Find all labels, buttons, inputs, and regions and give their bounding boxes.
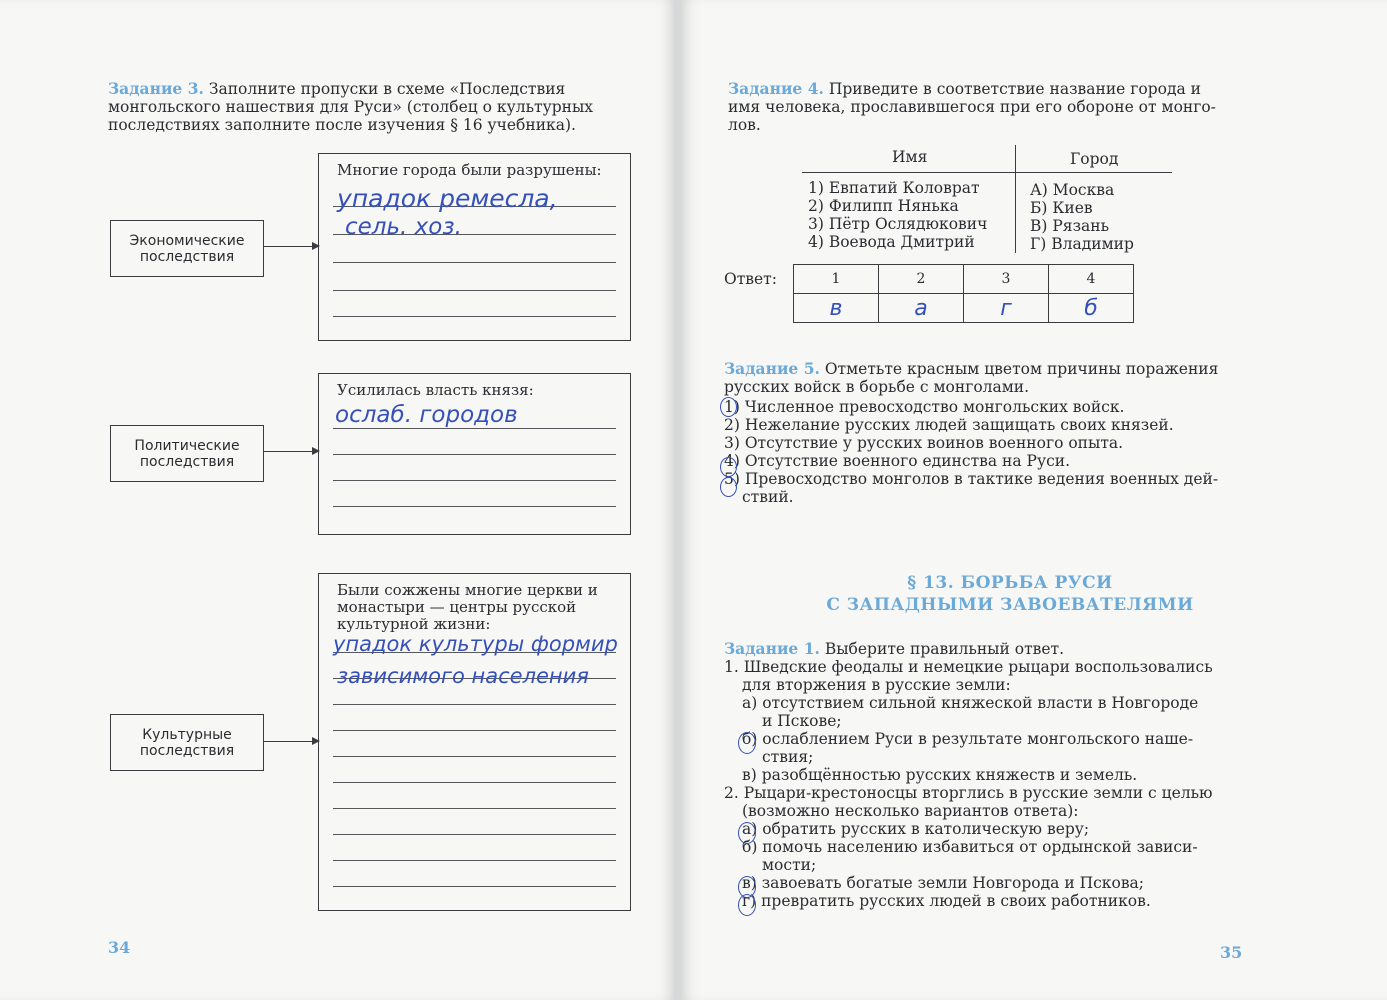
task4-line3: лов.	[728, 116, 761, 134]
political-consequences-box	[110, 425, 264, 482]
name-item: 4) Воевода Дмитрий	[808, 233, 975, 251]
economic-handwriting-2: сель. хоз.	[345, 214, 462, 240]
names-table	[802, 145, 1172, 255]
economic-answer-box	[318, 153, 631, 341]
task3-line1: Заполните пропуски в схеме «Последствия	[208, 80, 566, 98]
answer-cell[interactable]: б	[1049, 294, 1134, 323]
answer-col-header: 3	[964, 265, 1049, 294]
answer-cell[interactable]: а	[879, 294, 964, 323]
answer-label: Ответ:	[724, 270, 777, 288]
task3-line2: монгольского нашествия для Руси» (столбец о культурных	[108, 98, 594, 116]
q2-line1: 2. Рыцари-крестоносцы вторглись в русские земли с целью	[724, 784, 1213, 802]
selection-mark	[738, 822, 756, 844]
selection-mark	[720, 397, 737, 417]
left-page	[0, 0, 676, 1000]
names-list	[808, 179, 987, 251]
name-item: 1) Евпатий Коловрат	[808, 179, 980, 197]
q1-line2: для вторжения в русские земли:	[742, 676, 1011, 694]
cities-list	[1030, 181, 1134, 253]
q2-line2: (возможно несколько вариантов ответа):	[742, 802, 1079, 820]
q1-line1: 1. Шведские феодалы и немецкие рыцари воспользовались	[724, 658, 1213, 676]
city-item: В) Рязань	[1030, 217, 1110, 235]
section-heading-line1: § 13. БОРЬБА РУСИ	[907, 573, 1113, 593]
q1-option-b: б) ослаблением Руси в результате монгольского наше-	[742, 730, 1194, 748]
selection-mark	[720, 477, 737, 497]
selection-mark	[738, 894, 756, 916]
task3-line3: последствиях заполните после изучения § 16 учебника).	[108, 116, 576, 134]
task4-line1: Приведите в соответствие название города и	[828, 80, 1202, 98]
cultural-handwriting-1: упадок культуры формир	[333, 632, 618, 656]
page-number-right: 35	[1220, 943, 1243, 962]
economic-consequences-label: Экономические последствия	[129, 232, 245, 265]
q2-option-b-cont: мости;	[762, 856, 817, 874]
task1-text	[724, 640, 1284, 910]
cultural-box-title: Были сожжены многие церкви и монастыри — центры русской культурной жизни:	[337, 581, 598, 633]
task5-item: 1) Численное превосходство монгольских войск.	[724, 398, 1125, 416]
q2-option-a: а) обратить русских в католическую веру;	[742, 820, 1090, 838]
cultural-consequences-box	[110, 714, 264, 771]
city-item: Г) Владимир	[1030, 235, 1134, 253]
arrow-political	[263, 451, 318, 452]
col-name-header: Имя	[892, 148, 928, 166]
page-number-left: 34	[108, 938, 131, 957]
answer-col-header: 1	[794, 265, 879, 294]
q1-option-a-cont: и Пскове;	[762, 712, 842, 730]
task5-label: Задание 5.	[724, 359, 820, 378]
task3-text	[108, 80, 638, 134]
col-city-header: Город	[1070, 150, 1119, 168]
task5-text	[724, 360, 1264, 506]
q2-option-b: б) помочь населению избавиться от ордынской зависи-	[742, 838, 1198, 856]
task5-item: 5) Превосходство монголов в тактике ведения военных дей-	[724, 470, 1219, 488]
political-handwriting: ослаб. городов	[335, 402, 518, 428]
q2-option-d: г) превратить русских людей в своих работников.	[742, 892, 1151, 910]
name-item: 3) Пётр Ослядюкович	[808, 215, 988, 233]
economic-handwriting-1: упадок ремесла,	[337, 184, 558, 213]
q1-option-b-cont: ствия;	[762, 748, 814, 766]
task4-label: Задание 4.	[728, 79, 824, 98]
political-answer-box	[318, 373, 631, 535]
q2-option-c: в) завоевать богатые земли Новгорода и Пскова;	[742, 874, 1145, 892]
name-item: 2) Филипп Нянька	[808, 197, 959, 215]
answer-cell[interactable]: г	[964, 294, 1049, 323]
political-consequences-label: Политические последствия	[134, 437, 240, 470]
task5-item: 2) Нежелание русских людей защищать своих князей.	[724, 416, 1174, 434]
task4-line2: имя человека, прославившегося при его обороне от монго-	[728, 98, 1216, 116]
section-heading	[740, 572, 1280, 616]
answer-grid	[793, 264, 1134, 323]
economic-box-title: Многие города были разрушены:	[337, 161, 602, 179]
answer-cell[interactable]: в	[794, 294, 879, 323]
economic-consequences-box	[110, 220, 264, 277]
cultural-consequences-label: Культурные последствия	[139, 726, 235, 759]
arrow-cultural	[263, 741, 318, 742]
task3-label: Задание 3.	[108, 79, 204, 98]
task4-text	[728, 80, 1258, 134]
right-page	[680, 0, 1387, 1000]
task5-item-cont: ствий.	[742, 488, 794, 506]
task5-item: 4) Отсутствие военного единства на Руси.	[724, 452, 1071, 470]
q1-option-a: а) отсутствием сильной княжеской власти в Новгороде	[742, 694, 1199, 712]
city-item: А) Москва	[1030, 181, 1115, 199]
arrow-economic	[263, 246, 318, 247]
city-item: Б) Киев	[1030, 199, 1093, 217]
task5-line1: Отметьте красным цветом причины поражения	[824, 360, 1219, 378]
cultural-answer-box	[318, 573, 631, 911]
answer-col-header: 2	[879, 265, 964, 294]
q1-option-c: в) разобщённостью русских княжеств и земель.	[742, 766, 1138, 784]
selection-mark	[738, 732, 756, 754]
task5-line2: русских войск в борьбе с монголами.	[724, 378, 1030, 396]
cultural-handwriting-2: зависимого населения	[337, 664, 589, 688]
task5-item: 3) Отсутствие у русских воинов военного опыта.	[724, 434, 1124, 452]
political-box-title: Усилилась власть князя:	[337, 381, 534, 399]
task1-intro: Выберите правильный ответ.	[824, 640, 1065, 658]
selection-mark	[720, 457, 737, 477]
task1-label: Задание 1.	[724, 639, 820, 658]
answer-col-header: 4	[1049, 265, 1134, 294]
section-heading-line2: С ЗАПАДНЫМИ ЗАВОЕВАТЕЛЯМИ	[826, 595, 1194, 615]
